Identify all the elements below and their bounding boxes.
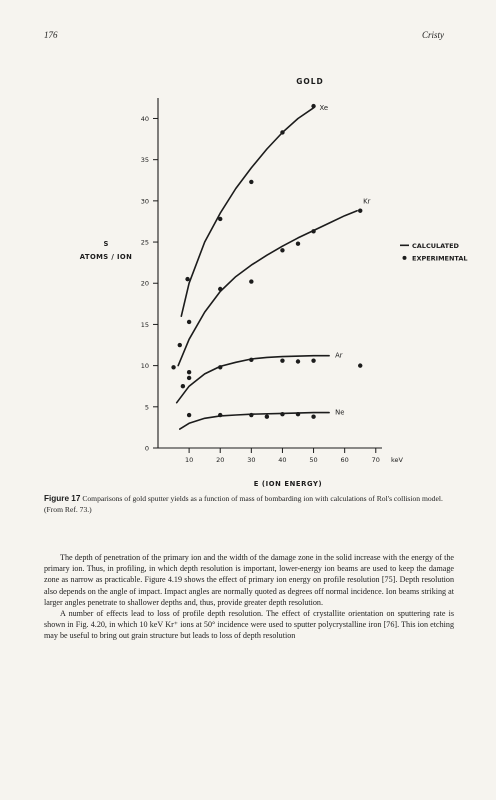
legend-dot-symbol: [403, 256, 407, 260]
experimental-point-ne: [265, 414, 269, 418]
experimental-point-ar: [187, 376, 191, 380]
calculated-line-xe: [181, 108, 313, 316]
experimental-point-ar: [171, 365, 175, 369]
figure: [36, 70, 468, 510]
paragraph: A number of effects lead to loss of profile depth resolution. The effect of crystallite orientation on sputtering rate is shown in Fig. 4.20, in which 10 keV Kr⁺ ions at 50° incidence were used to sputter polycrystalline iron [76]. This ion etching may be useful to bring out grain structure but leads to loss of depth resolution: [44, 609, 454, 641]
experimental-point-xe: [311, 104, 315, 108]
x-tick-label: 30: [247, 456, 256, 464]
experimental-point-ar: [358, 363, 362, 367]
series-label-xe: Xe: [319, 103, 329, 112]
experimental-point-ar: [218, 365, 222, 369]
sputter-yield-chart: [36, 70, 468, 490]
experimental-point-xe: [178, 343, 182, 347]
x-tick-label: 60: [340, 456, 349, 464]
body-text: [44, 552, 454, 642]
calculated-line-ne: [180, 413, 329, 430]
y-tick-label: 10: [140, 362, 149, 371]
experimental-point-ne: [218, 413, 222, 417]
experimental-point-ne: [280, 412, 284, 416]
experimental-point-xe: [185, 277, 189, 281]
running-head: Cristy: [421, 30, 444, 40]
chart-title: GOLD: [296, 77, 324, 86]
y-tick-label: 15: [140, 320, 149, 329]
y-tick-label: 25: [140, 238, 149, 247]
calculated-line-kr: [178, 211, 357, 366]
experimental-point-kr: [218, 287, 222, 291]
x-tick-label: 70: [371, 456, 380, 464]
series-label-ar: Ar: [335, 351, 343, 360]
experimental-point-xe: [249, 180, 253, 184]
experimental-point-kr: [187, 320, 191, 324]
page-header: [44, 30, 444, 46]
experimental-point-ne: [187, 413, 191, 417]
y-tick-label: 0: [144, 444, 149, 453]
x-unit-label: keV: [391, 456, 403, 464]
page-number: 176: [44, 30, 58, 40]
experimental-point-kr: [249, 279, 253, 283]
experimental-point-ar: [280, 358, 284, 362]
experimental-point-ar: [296, 359, 300, 363]
x-tick-label: 50: [309, 456, 318, 464]
series-label-ne: Ne: [335, 408, 345, 417]
experimental-point-kr: [296, 241, 300, 245]
experimental-point-ne: [296, 412, 300, 416]
y-tick-label: 5: [144, 403, 149, 412]
experimental-point-kr: [358, 209, 362, 213]
y-tick-label: 20: [140, 279, 149, 288]
series-label-kr: Kr: [363, 197, 371, 206]
paragraph: The depth of penetration of the primary ion and the width of the damage zone in the solid increase with the energy of the primary ion. Thus, in profiling, in which depth resolution is important, lower-energy ion beams are used to keep the damage zone as narrow as practicable. Figure 4.19 shows the effect of primary ion energy on profile resolution [75]. Depth resolution also depends on the angle of impact. Impact angles are normally quoted as degrees off normal incidence. Ion beams striking at larger angles penetrate to shallower depths and, thus, provide greater depth resolution.: [44, 553, 454, 607]
experimental-point-kr: [311, 229, 315, 233]
caption-text: Comparisons of gold sputter yields as a function of mass of bombarding ion with calculations of Rol's collision model. (From Ref. 73.): [44, 494, 443, 514]
experimental-point-ar: [187, 370, 191, 374]
legend-calculated-label: CALCULATED: [412, 241, 459, 250]
experimental-point-ar: [249, 358, 253, 362]
experimental-point-ne: [311, 414, 315, 418]
y-tick-label: 35: [140, 156, 149, 165]
y-tick-label: 30: [140, 197, 149, 206]
experimental-point-ar: [181, 384, 185, 388]
experimental-point-ar: [311, 358, 315, 362]
x-tick-label: 20: [216, 456, 225, 464]
x-tick-label: 10: [184, 456, 194, 464]
experimental-point-xe: [218, 217, 222, 221]
experimental-point-kr: [280, 248, 284, 252]
y-axis-label: S: [103, 240, 109, 249]
figure-caption: [44, 494, 454, 515]
legend-experimental-label: EXPERIMENTAL: [412, 254, 468, 263]
y-axis-label: ATOMS / ION: [79, 253, 133, 262]
y-tick-label: 40: [140, 114, 149, 123]
experimental-point-xe: [280, 130, 284, 134]
experimental-point-ne: [249, 413, 253, 417]
x-axis-label: E (ION ENERGY): [253, 480, 323, 488]
x-tick-label: 40: [278, 456, 287, 464]
caption-label: Figure 17: [44, 494, 81, 503]
calculated-line-ar: [177, 356, 329, 403]
